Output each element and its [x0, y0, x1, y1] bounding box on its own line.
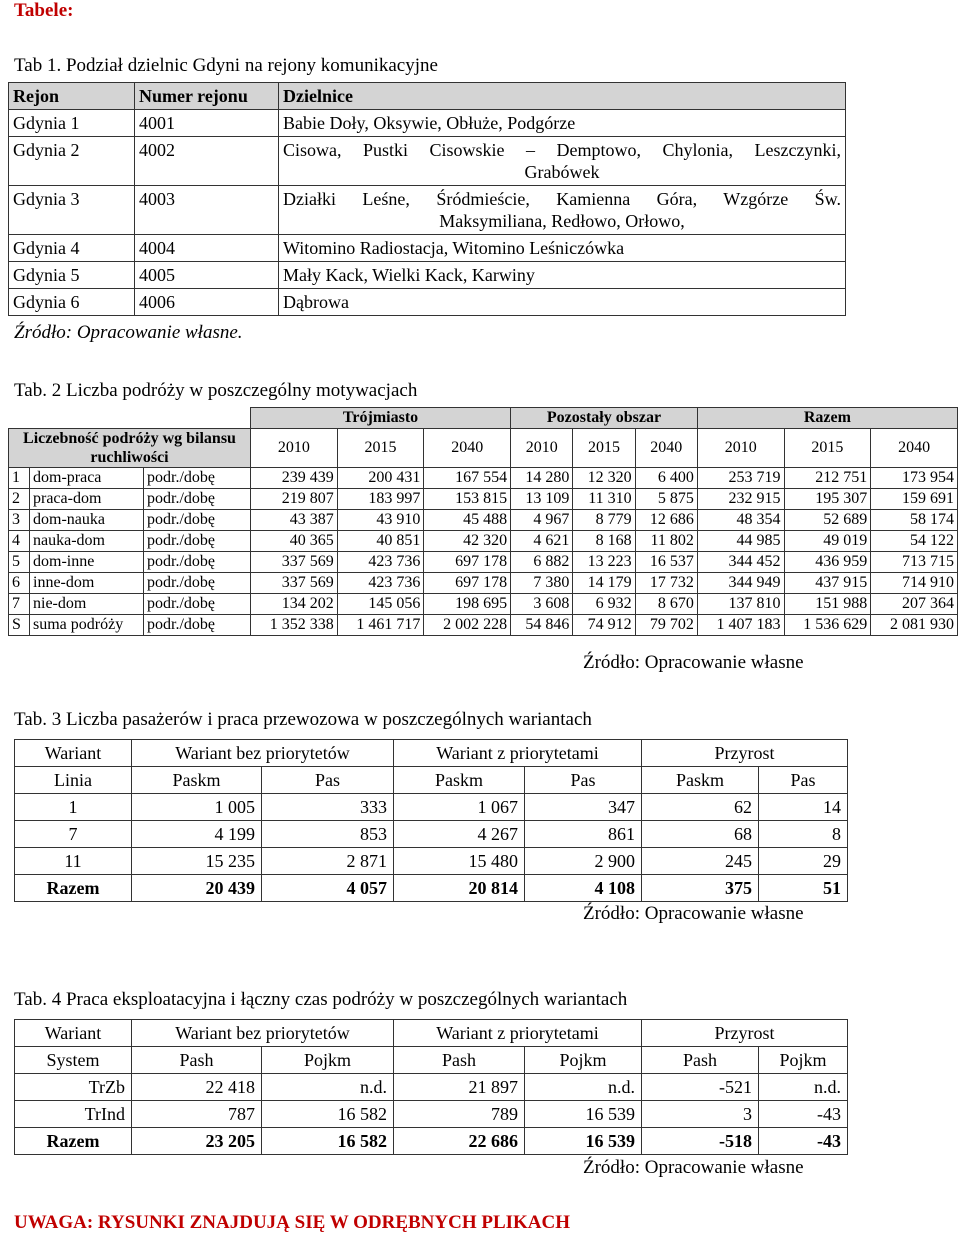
value-cell: 8 168	[573, 531, 635, 552]
value-cell: 2 081 930	[871, 615, 958, 636]
value-cell: 337 569	[251, 552, 338, 573]
value-cell: 212 751	[784, 468, 871, 489]
value-cell: 861	[525, 821, 642, 848]
total-label-cell: Razem	[15, 1128, 132, 1155]
unit-cell: podr./dobę	[144, 573, 251, 594]
value-cell: 6 400	[635, 468, 697, 489]
value-cell: 74 912	[573, 615, 635, 636]
variant-header-row	[15, 740, 848, 767]
total-value-cell: 4 057	[262, 875, 394, 902]
value-cell: 145 056	[337, 594, 424, 615]
group-header-row	[9, 408, 958, 429]
value-cell: -521	[642, 1074, 759, 1101]
region-number-cell: 4005	[135, 262, 279, 289]
document-heading: Tabele:	[14, 0, 74, 21]
year-header: 2010	[251, 429, 338, 468]
table-row	[9, 186, 846, 235]
value-cell: 58 174	[871, 510, 958, 531]
row-id-cell: 6	[9, 573, 30, 594]
total-value-cell: 22 686	[394, 1128, 525, 1155]
total-row	[15, 1128, 848, 1155]
header-cell: Pas	[759, 767, 848, 794]
table1-districts	[8, 82, 846, 316]
total-row	[15, 875, 848, 902]
value-cell: 423 736	[337, 573, 424, 594]
region-cell: Gdynia 4	[9, 235, 135, 262]
motivation-cell: nauka-dom	[30, 531, 144, 552]
header-cell: Wariant	[15, 1020, 132, 1047]
value-cell: 54 846	[511, 615, 573, 636]
value-cell: 14 280	[511, 468, 573, 489]
value-cell: 1 067	[394, 794, 525, 821]
region-number-cell: 4002	[135, 137, 279, 186]
value-cell: 8	[759, 821, 848, 848]
table-row	[15, 794, 848, 821]
table-row	[9, 489, 958, 510]
header-cell: Wariant z priorytetami	[394, 740, 642, 767]
value-cell: 68	[642, 821, 759, 848]
unit-cell: podr./dobę	[144, 552, 251, 573]
table-row	[9, 615, 958, 636]
header-cell: Wariant bez priorytetów	[132, 1020, 394, 1047]
column-header-row	[15, 1047, 848, 1074]
table2-source: Źródło: Opracowanie własne	[583, 652, 804, 673]
region-number-cell: 4003	[135, 186, 279, 235]
header-cell: Dzielnice	[279, 83, 846, 110]
motivation-cell: inne-dom	[30, 573, 144, 594]
value-cell: 1 005	[132, 794, 262, 821]
total-value-cell: -43	[759, 1128, 848, 1155]
header-cell: Wariant bez priorytetów	[132, 740, 394, 767]
region-cell: Gdynia 1	[9, 110, 135, 137]
unit-cell: podr./dobę	[144, 531, 251, 552]
districts-cell	[279, 186, 846, 235]
value-cell: 5 875	[635, 489, 697, 510]
value-cell: 15 235	[132, 848, 262, 875]
value-cell: 436 959	[784, 552, 871, 573]
value-cell: 151 988	[784, 594, 871, 615]
region-cell: Gdynia 5	[9, 262, 135, 289]
value-cell: 21 897	[394, 1074, 525, 1101]
value-cell: 853	[262, 821, 394, 848]
header-cell: Przyrost	[642, 1020, 848, 1047]
year-header-row	[9, 429, 958, 468]
row-id-cell: 7	[9, 594, 30, 615]
value-cell: 40 365	[251, 531, 338, 552]
value-cell: 3	[642, 1101, 759, 1128]
value-cell: 787	[132, 1101, 262, 1128]
motivation-cell: dom-nauka	[30, 510, 144, 531]
header-cell: Wariant	[15, 740, 132, 767]
table1-source: Źródło: Opracowanie własne.	[14, 322, 243, 343]
value-cell: 13 223	[573, 552, 635, 573]
value-cell: 697 178	[424, 552, 511, 573]
value-cell: 344 452	[697, 552, 784, 573]
value-cell: 4 199	[132, 821, 262, 848]
year-header: 2040	[635, 429, 697, 468]
header-cell: Paskm	[642, 767, 759, 794]
value-cell: 12 686	[635, 510, 697, 531]
value-cell: 8 779	[573, 510, 635, 531]
value-cell: 17 732	[635, 573, 697, 594]
value-cell: 344 949	[697, 573, 784, 594]
total-value-cell: 16 582	[262, 1128, 394, 1155]
table3-body	[15, 794, 848, 902]
header-cell: Pojkm	[759, 1047, 848, 1074]
value-cell: 153 815	[424, 489, 511, 510]
table-row	[9, 468, 958, 489]
value-cell: 713 715	[871, 552, 958, 573]
value-cell: 167 554	[424, 468, 511, 489]
header-cell: Paskm	[394, 767, 525, 794]
header-cell: Pash	[642, 1047, 759, 1074]
districts-line: Działki Leśne, Śródmieście, Kamienna Góra, Wzgórze Św.	[283, 189, 841, 209]
header-cell: Przyrost	[642, 740, 848, 767]
value-cell: 333	[262, 794, 394, 821]
value-cell: 173 954	[871, 468, 958, 489]
value-cell: 245	[642, 848, 759, 875]
value-cell: 12 320	[573, 468, 635, 489]
header-cell: Wariant z priorytetami	[394, 1020, 642, 1047]
table4-operations	[14, 1019, 848, 1155]
value-cell: 49 019	[784, 531, 871, 552]
table3-source: Źródło: Opracowanie własne	[583, 903, 804, 924]
motivation-cell: dom-praca	[30, 468, 144, 489]
unit-cell: podr./dobę	[144, 489, 251, 510]
year-header: 2040	[424, 429, 511, 468]
value-cell: 6 932	[573, 594, 635, 615]
value-cell: 79 702	[635, 615, 697, 636]
region-number-cell: 4001	[135, 110, 279, 137]
value-cell: 1 352 338	[251, 615, 338, 636]
districts-cell	[279, 137, 846, 186]
label-cell: TrInd	[15, 1101, 132, 1128]
value-cell: 2 871	[262, 848, 394, 875]
table4-source: Źródło: Opracowanie własne	[583, 1157, 804, 1178]
table-row	[9, 137, 846, 186]
group-header: Pozostały obszar	[511, 408, 698, 429]
value-cell: 48 354	[697, 510, 784, 531]
total-value-cell: 20 814	[394, 875, 525, 902]
table-row	[9, 235, 846, 262]
value-cell: 11 310	[573, 489, 635, 510]
value-cell: 239 439	[251, 468, 338, 489]
total-value-cell: 23 205	[132, 1128, 262, 1155]
value-cell: 2 900	[525, 848, 642, 875]
value-cell: n.d.	[525, 1074, 642, 1101]
header-cell: Linia	[15, 767, 132, 794]
table1-caption: Tab 1. Podział dzielnic Gdyni na rejony komunikacyjne	[14, 55, 438, 76]
value-cell: 4 967	[511, 510, 573, 531]
header-cell: Paskm	[132, 767, 262, 794]
row-id-cell: 3	[9, 510, 30, 531]
table-row	[9, 573, 958, 594]
row-id-cell: S	[9, 615, 30, 636]
group-header: Trójmiasto	[251, 408, 511, 429]
motivation-cell: dom-inne	[30, 552, 144, 573]
motivation-cell: praca-dom	[30, 489, 144, 510]
unit-cell: podr./dobę	[144, 510, 251, 531]
value-cell: 200 431	[337, 468, 424, 489]
row-id-cell: 4	[9, 531, 30, 552]
value-cell: 62	[642, 794, 759, 821]
header-cell: Numer rejonu	[135, 83, 279, 110]
value-cell: 16 537	[635, 552, 697, 573]
year-header: 2015	[573, 429, 635, 468]
total-value-cell: 20 439	[132, 875, 262, 902]
region-cell: Gdynia 3	[9, 186, 135, 235]
table4-caption: Tab. 4 Praca eksploatacyjna i łączny czas podróży w poszczególnych wariantach	[14, 989, 628, 1010]
table-row	[15, 848, 848, 875]
header-cell: Rejon	[9, 83, 135, 110]
value-cell: 159 691	[871, 489, 958, 510]
table-row	[9, 510, 958, 531]
header-cell: System	[15, 1047, 132, 1074]
year-header: 2010	[511, 429, 573, 468]
column-header-row	[15, 767, 848, 794]
total-value-cell: 4 108	[525, 875, 642, 902]
value-cell: 43 910	[337, 510, 424, 531]
value-cell: n.d.	[262, 1074, 394, 1101]
table2-body	[9, 468, 958, 636]
value-cell: 13 109	[511, 489, 573, 510]
value-cell: 8 670	[635, 594, 697, 615]
value-cell: 714 910	[871, 573, 958, 594]
value-cell: 134 202	[251, 594, 338, 615]
value-cell: 423 736	[337, 552, 424, 573]
value-cell: 1 536 629	[784, 615, 871, 636]
table-row	[9, 594, 958, 615]
unit-cell: podr./dobę	[144, 594, 251, 615]
districts-line: Grabówek	[524, 162, 600, 182]
value-cell: 2 002 228	[424, 615, 511, 636]
value-cell: 16 582	[262, 1101, 394, 1128]
unit-cell: podr./dobę	[144, 615, 251, 636]
value-cell: 43 387	[251, 510, 338, 531]
value-cell: 183 997	[337, 489, 424, 510]
value-cell: -43	[759, 1101, 848, 1128]
districts-cell: Babie Doły, Oksywie, Obłuże, Podgórze	[279, 110, 846, 137]
value-cell: 11 802	[635, 531, 697, 552]
districts-line: Maksymiliana, Redłowo, Orłowo,	[439, 211, 685, 231]
group-header: Razem	[697, 408, 957, 429]
header-cell: Pash	[394, 1047, 525, 1074]
value-cell: 437 915	[784, 573, 871, 594]
header-cell: Pojkm	[525, 1047, 642, 1074]
value-cell: 54 122	[871, 531, 958, 552]
value-cell: 697 178	[424, 573, 511, 594]
districts-line: Cisowa, Pustki Cisowskie – Demptowo, Chylonia, Leszczynki,	[283, 140, 841, 160]
header-cell: Pojkm	[262, 1047, 394, 1074]
value-cell: 198 695	[424, 594, 511, 615]
value-cell: 40 851	[337, 531, 424, 552]
total-value-cell: -518	[642, 1128, 759, 1155]
table-row	[9, 262, 846, 289]
empty-corner-cell	[9, 408, 251, 429]
year-header: 2015	[784, 429, 871, 468]
motivation-cell: suma podróży	[30, 615, 144, 636]
unit-cell: podr./dobę	[144, 468, 251, 489]
table-row	[9, 289, 846, 316]
row-id-cell: 5	[9, 552, 30, 573]
districts-cell: Mały Kack, Wielki Kack, Karwiny	[279, 262, 846, 289]
total-value-cell: 375	[642, 875, 759, 902]
value-cell: 52 689	[784, 510, 871, 531]
header-cell: Pas	[262, 767, 394, 794]
value-cell: 4 267	[394, 821, 525, 848]
value-cell: 45 488	[424, 510, 511, 531]
table-row	[9, 110, 846, 137]
region-number-cell: 4004	[135, 235, 279, 262]
label-cell: 11	[15, 848, 132, 875]
value-cell: 7 380	[511, 573, 573, 594]
label-cell: TrZb	[15, 1074, 132, 1101]
table3-caption: Tab. 3 Liczba pasażerów i praca przewozowa w poszczególnych wariantach	[14, 709, 592, 730]
value-cell: 219 807	[251, 489, 338, 510]
value-cell: 195 307	[784, 489, 871, 510]
value-cell: 44 985	[697, 531, 784, 552]
table-row	[15, 1101, 848, 1128]
year-header: 2040	[871, 429, 958, 468]
value-cell: 207 364	[871, 594, 958, 615]
value-cell: 253 719	[697, 468, 784, 489]
value-cell: 14	[759, 794, 848, 821]
header-cell: Pas	[525, 767, 642, 794]
table-header-row	[9, 83, 846, 110]
region-number-cell: 4006	[135, 289, 279, 316]
table-row	[9, 552, 958, 573]
label-cell: 1	[15, 794, 132, 821]
variant-header-row	[15, 1020, 848, 1047]
motivation-cell: nie-dom	[30, 594, 144, 615]
districts-cell: Witomino Radiostacja, Witomino Leśniczówka	[279, 235, 846, 262]
value-cell: 22 418	[132, 1074, 262, 1101]
value-cell: 1 461 717	[337, 615, 424, 636]
value-cell: n.d.	[759, 1074, 848, 1101]
table2-trips	[8, 407, 958, 636]
table-row	[9, 531, 958, 552]
total-label-cell: Razem	[15, 875, 132, 902]
value-cell: 29	[759, 848, 848, 875]
value-cell: 15 480	[394, 848, 525, 875]
districts-cell: Dąbrowa	[279, 289, 846, 316]
region-cell: Gdynia 2	[9, 137, 135, 186]
value-cell: 789	[394, 1101, 525, 1128]
label-cell: 7	[15, 821, 132, 848]
total-value-cell: 16 539	[525, 1128, 642, 1155]
label-header: Liczebność podróży wg bilansu ruchliwości	[9, 429, 251, 468]
value-cell: 6 882	[511, 552, 573, 573]
table3-passengers	[14, 739, 848, 902]
value-cell: 16 539	[525, 1101, 642, 1128]
table-row	[15, 1074, 848, 1101]
value-cell: 14 179	[573, 573, 635, 594]
table-row	[15, 821, 848, 848]
region-cell: Gdynia 6	[9, 289, 135, 316]
year-header: 2015	[337, 429, 424, 468]
table2-caption: Tab. 2 Liczba podróży w poszczególny motywacjach	[14, 380, 418, 401]
value-cell: 3 608	[511, 594, 573, 615]
value-cell: 1 407 183	[697, 615, 784, 636]
value-cell: 232 915	[697, 489, 784, 510]
value-cell: 137 810	[697, 594, 784, 615]
value-cell: 4 621	[511, 531, 573, 552]
drawings-note: UWAGA: RYSUNKI ZNAJDUJĄ SIĘ W ODRĘBNYCH PLIKACH	[14, 1212, 571, 1233]
table4-body	[15, 1074, 848, 1155]
row-id-cell: 2	[9, 489, 30, 510]
row-id-cell: 1	[9, 468, 30, 489]
year-header: 2010	[697, 429, 784, 468]
header-cell: Pash	[132, 1047, 262, 1074]
value-cell: 347	[525, 794, 642, 821]
total-value-cell: 51	[759, 875, 848, 902]
value-cell: 42 320	[424, 531, 511, 552]
value-cell: 337 569	[251, 573, 338, 594]
